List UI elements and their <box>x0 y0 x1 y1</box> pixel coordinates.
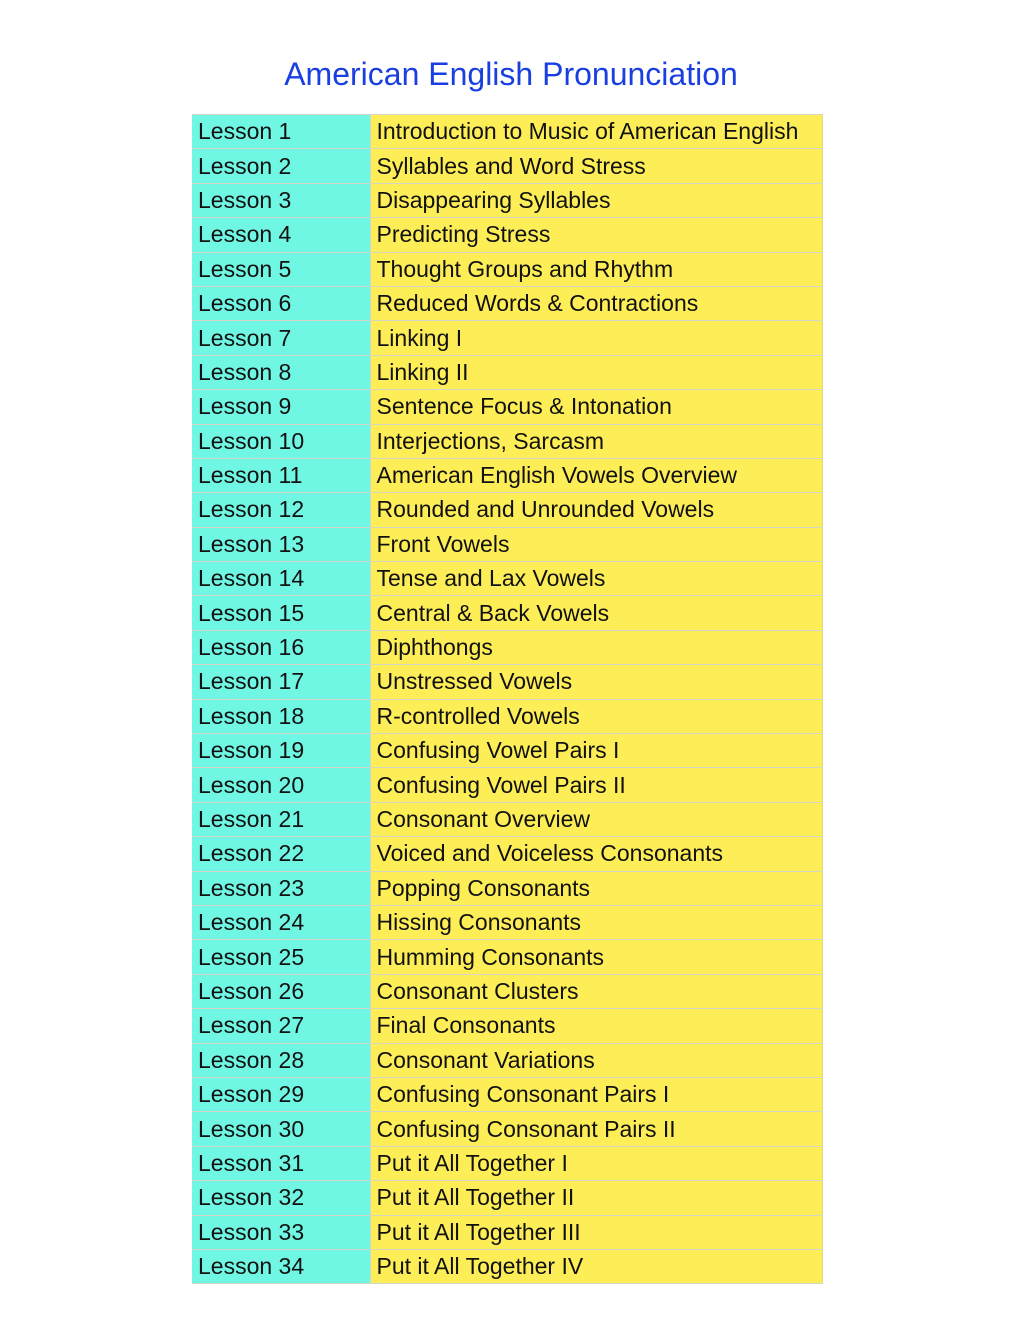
lesson-topic-cell: Hissing Consonants <box>370 905 823 939</box>
lesson-topic-cell: Consonant Variations <box>370 1043 823 1077</box>
lesson-topic-cell: Voiced and Voiceless Consonants <box>370 837 823 871</box>
table-row <box>192 905 823 939</box>
lesson-topic-cell: Put it All Together III <box>370 1215 823 1249</box>
lesson-number-cell: Lesson 19 <box>192 734 370 768</box>
lesson-number-cell: Lesson 3 <box>192 183 370 217</box>
lesson-table-body <box>192 115 823 1284</box>
lesson-number-cell: Lesson 30 <box>192 1112 370 1146</box>
table-row <box>192 493 823 527</box>
lesson-number-cell: Lesson 31 <box>192 1146 370 1180</box>
lesson-number-cell: Lesson 14 <box>192 562 370 596</box>
lesson-topic-cell: American English Vowels Overview <box>370 458 823 492</box>
lesson-topic-cell: Put it All Together I <box>370 1146 823 1180</box>
lesson-number-cell: Lesson 12 <box>192 493 370 527</box>
table-row <box>192 940 823 974</box>
lesson-topic-cell: Interjections, Sarcasm <box>370 424 823 458</box>
lesson-topic-cell: Confusing Consonant Pairs II <box>370 1112 823 1146</box>
table-row <box>192 355 823 389</box>
lesson-number-cell: Lesson 17 <box>192 665 370 699</box>
lesson-table <box>192 114 823 1284</box>
lesson-topic-cell: Reduced Words & Contractions <box>370 286 823 320</box>
lesson-topic-cell: Rounded and Unrounded Vowels <box>370 493 823 527</box>
lesson-number-cell: Lesson 21 <box>192 802 370 836</box>
lesson-number-cell: Lesson 2 <box>192 149 370 183</box>
table-row <box>192 149 823 183</box>
table-row <box>192 1215 823 1249</box>
lesson-topic-cell: Tense and Lax Vowels <box>370 562 823 596</box>
table-row <box>192 630 823 664</box>
table-row <box>192 1249 823 1283</box>
lesson-number-cell: Lesson 28 <box>192 1043 370 1077</box>
lesson-number-cell: Lesson 23 <box>192 871 370 905</box>
lesson-number-cell: Lesson 15 <box>192 596 370 630</box>
lesson-topic-cell: Sentence Focus & Intonation <box>370 390 823 424</box>
lesson-number-cell: Lesson 7 <box>192 321 370 355</box>
lesson-topic-cell: Unstressed Vowels <box>370 665 823 699</box>
lesson-topic-cell: R-controlled Vowels <box>370 699 823 733</box>
lesson-topic-cell: Syllables and Word Stress <box>370 149 823 183</box>
lesson-number-cell: Lesson 25 <box>192 940 370 974</box>
lesson-topic-cell: Thought Groups and Rhythm <box>370 252 823 286</box>
lesson-topic-cell: Confusing Consonant Pairs I <box>370 1077 823 1111</box>
table-row <box>192 768 823 802</box>
table-row <box>192 1112 823 1146</box>
table-row <box>192 321 823 355</box>
lesson-topic-cell: Confusing Vowel Pairs I <box>370 734 823 768</box>
lesson-topic-cell: Consonant Clusters <box>370 974 823 1008</box>
lesson-topic-cell: Front Vowels <box>370 527 823 561</box>
lesson-topic-cell: Predicting Stress <box>370 218 823 252</box>
page-title: American English Pronunciation <box>284 56 738 92</box>
lesson-topic-cell: Popping Consonants <box>370 871 823 905</box>
lesson-number-cell: Lesson 24 <box>192 905 370 939</box>
lesson-number-cell: Lesson 1 <box>192 115 370 149</box>
table-row <box>192 115 823 149</box>
lesson-number-cell: Lesson 29 <box>192 1077 370 1111</box>
lesson-number-cell: Lesson 33 <box>192 1215 370 1249</box>
lesson-number-cell: Lesson 5 <box>192 252 370 286</box>
table-row <box>192 802 823 836</box>
table-row <box>192 665 823 699</box>
table-row <box>192 837 823 871</box>
table-row <box>192 871 823 905</box>
table-row <box>192 252 823 286</box>
table-row <box>192 1043 823 1077</box>
lesson-number-cell: Lesson 9 <box>192 390 370 424</box>
lesson-number-cell: Lesson 10 <box>192 424 370 458</box>
lesson-number-cell: Lesson 20 <box>192 768 370 802</box>
lesson-topic-cell: Diphthongs <box>370 630 823 664</box>
lesson-topic-cell: Central & Back Vowels <box>370 596 823 630</box>
table-row <box>192 699 823 733</box>
lesson-topic-cell: Confusing Vowel Pairs II <box>370 768 823 802</box>
table-row <box>192 527 823 561</box>
table-row <box>192 1181 823 1215</box>
lesson-topic-cell: Final Consonants <box>370 1009 823 1043</box>
table-row <box>192 458 823 492</box>
lesson-number-cell: Lesson 32 <box>192 1181 370 1215</box>
lesson-topic-cell: Linking I <box>370 321 823 355</box>
table-row <box>192 734 823 768</box>
lesson-number-cell: Lesson 18 <box>192 699 370 733</box>
lesson-number-cell: Lesson 34 <box>192 1249 370 1283</box>
table-row <box>192 1146 823 1180</box>
lesson-number-cell: Lesson 8 <box>192 355 370 389</box>
table-row <box>192 562 823 596</box>
lesson-number-cell: Lesson 4 <box>192 218 370 252</box>
lesson-topic-cell: Linking II <box>370 355 823 389</box>
table-row <box>192 286 823 320</box>
lesson-topic-cell: Humming Consonants <box>370 940 823 974</box>
table-row <box>192 1009 823 1043</box>
lesson-topic-cell: Put it All Together IV <box>370 1249 823 1283</box>
table-row <box>192 1077 823 1111</box>
lesson-topic-cell: Consonant Overview <box>370 802 823 836</box>
lesson-number-cell: Lesson 13 <box>192 527 370 561</box>
table-row <box>192 596 823 630</box>
lesson-topic-cell: Disappearing Syllables <box>370 183 823 217</box>
table-row <box>192 183 823 217</box>
lesson-number-cell: Lesson 27 <box>192 1009 370 1043</box>
table-row <box>192 390 823 424</box>
lesson-topic-cell: Introduction to Music of American English <box>370 115 823 149</box>
table-row <box>192 424 823 458</box>
lesson-number-cell: Lesson 22 <box>192 837 370 871</box>
table-row <box>192 218 823 252</box>
lesson-number-cell: Lesson 26 <box>192 974 370 1008</box>
table-row <box>192 974 823 1008</box>
lesson-number-cell: Lesson 6 <box>192 286 370 320</box>
lesson-topic-cell: Put it All Together II <box>370 1181 823 1215</box>
lesson-number-cell: Lesson 16 <box>192 630 370 664</box>
lesson-number-cell: Lesson 11 <box>192 458 370 492</box>
